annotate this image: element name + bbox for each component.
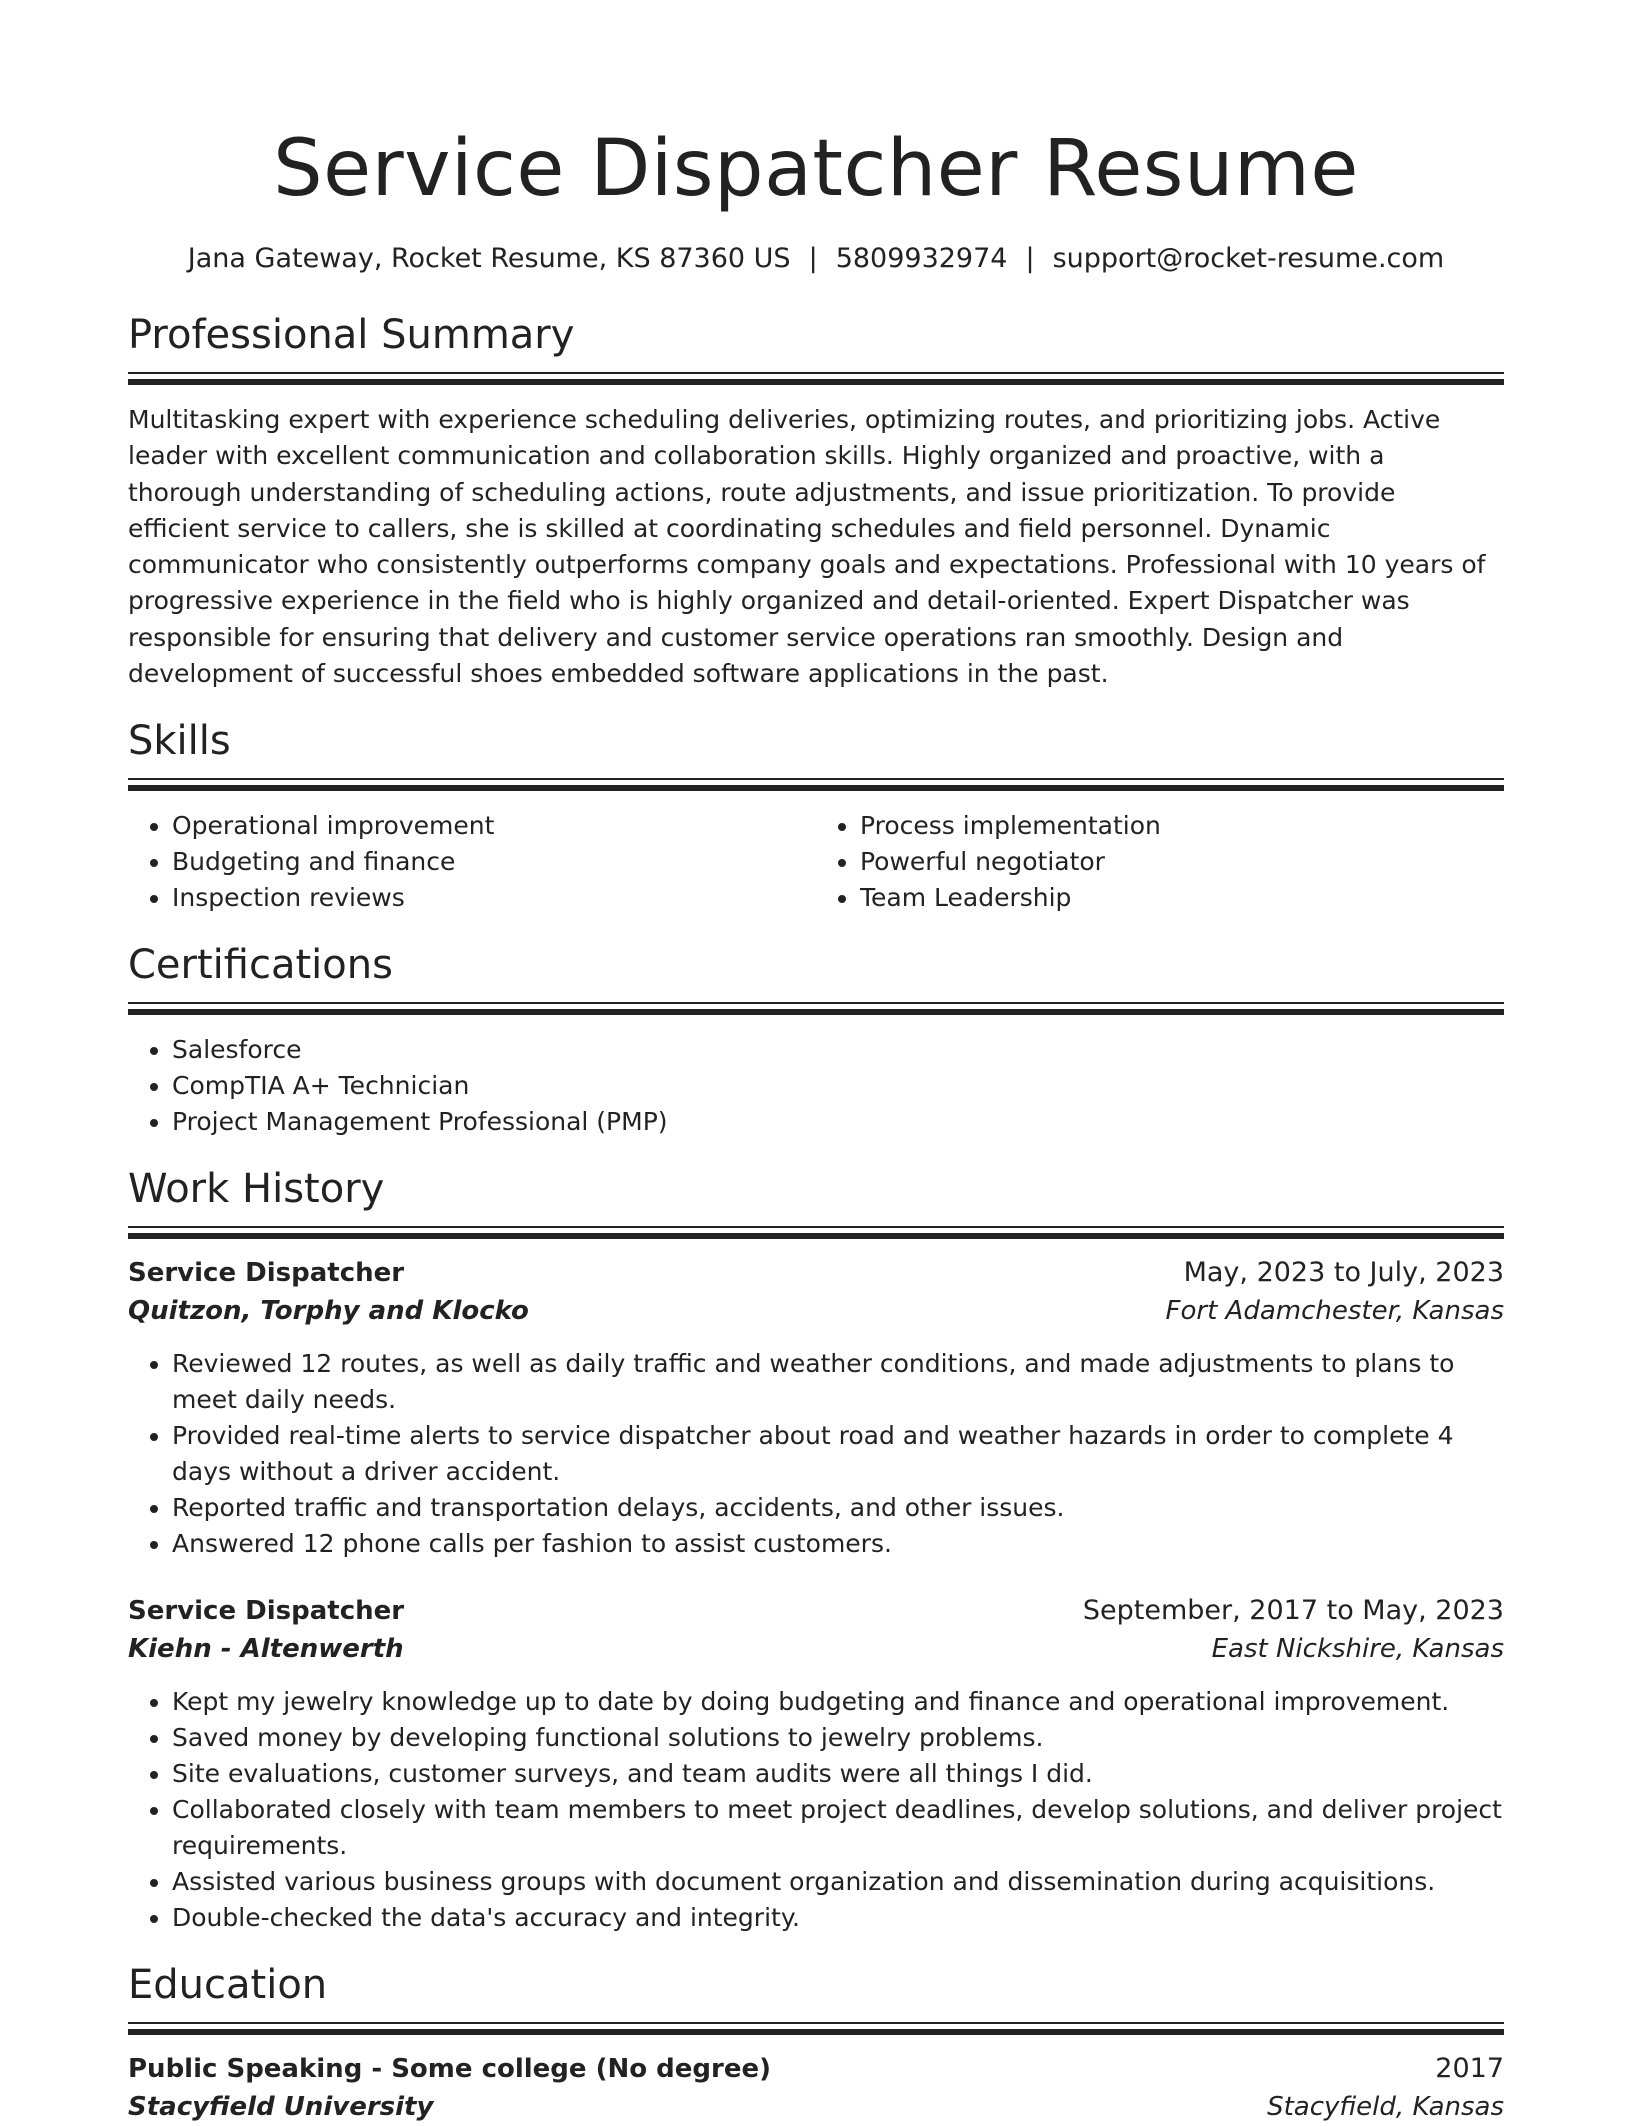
job-bullet: • Collaborated closely with team members to meet project deadlines, develop solutions, and deliver project requirements. xyxy=(172,1792,1504,1864)
section-divider xyxy=(128,1226,1504,1240)
job-title: Service Dispatcher xyxy=(128,1596,405,1627)
education-section xyxy=(128,1960,1504,2126)
job-dates: September, 2017 to May, 2023 xyxy=(1082,1595,1504,1627)
skill-item: • Process implementation xyxy=(860,808,1504,844)
skills-left-list xyxy=(128,808,816,916)
certifications-section xyxy=(128,940,1504,1140)
job-title: Service Dispatcher xyxy=(128,1258,405,1289)
job-bullet: • Saved money by developing functional solutions to jewelry problems. xyxy=(172,1720,1504,1756)
summary-section xyxy=(128,310,1504,692)
work-history-section xyxy=(128,1164,1504,1936)
certification-item: • Project Management Professional (PMP) xyxy=(172,1104,1504,1140)
job-bullet: • Site evaluations, customer surveys, and team audits were all things I did. xyxy=(172,1756,1504,1792)
education-heading: Education xyxy=(128,1962,328,2009)
job-header-row xyxy=(128,1592,1504,1630)
section-divider xyxy=(128,1002,1504,1016)
contact-address: Jana Gateway, Rocket Resume, KS 87360 US xyxy=(187,243,791,274)
skills-right-list xyxy=(816,808,1504,916)
education-school: Stacyfield University xyxy=(128,2092,434,2123)
section-divider xyxy=(128,372,1504,386)
education-header-row xyxy=(128,2050,1504,2088)
job-bullet: • Double-checked the data's accuracy and integrity. xyxy=(172,1900,1504,1936)
skills-grid xyxy=(128,808,1504,916)
work-history-heading: Work History xyxy=(128,1166,385,1213)
job-location: Fort Adamchester, Kansas xyxy=(1165,1296,1504,1327)
job-company-row xyxy=(128,1630,1504,1668)
job-bullet: • Reported traffic and transportation delays, accidents, and other issues. xyxy=(172,1490,1504,1526)
job-bullet: • Answered 12 phone calls per fashion to assist customers. xyxy=(172,1526,1504,1562)
section-divider xyxy=(128,2022,1504,2036)
skill-item: • Operational improvement xyxy=(172,808,816,844)
job-location: East Nickshire, Kansas xyxy=(1211,1634,1504,1665)
section-divider xyxy=(128,778,1504,792)
contact-line xyxy=(128,241,1504,277)
resume-title: Service Dispatcher Resume xyxy=(273,124,1359,214)
job-header-row xyxy=(128,1254,1504,1292)
job-entry xyxy=(128,1254,1504,1562)
skill-item: • Budgeting and finance xyxy=(172,844,816,880)
job-dates: May, 2023 to July, 2023 xyxy=(1183,1257,1504,1289)
skill-item: • Powerful negotiator xyxy=(860,844,1504,880)
certification-item: • Salesforce xyxy=(172,1032,1504,1068)
certifications-list xyxy=(128,1032,1504,1140)
education-entry xyxy=(128,2050,1504,2126)
job-company-row xyxy=(128,1292,1504,1330)
contact-phone: 5809932974 xyxy=(835,243,1008,274)
job-bullets xyxy=(128,1346,1504,1562)
education-location: Stacyfield, Kansas xyxy=(1267,2092,1504,2123)
education-year: 2017 xyxy=(1435,2053,1504,2085)
job-entry xyxy=(128,1592,1504,1936)
skills-heading: Skills xyxy=(128,718,231,765)
summary-heading: Professional Summary xyxy=(128,312,575,358)
contact-separator: | xyxy=(1025,243,1035,274)
job-bullet: • Provided real-time alerts to service dispatcher about road and weather hazards in order to complete 4 days without a driver accident. xyxy=(172,1418,1504,1490)
job-bullet: • Assisted various business groups with document organization and dissemination during acquisitions. xyxy=(172,1864,1504,1900)
contact-email: support@rocket-resume.com xyxy=(1052,243,1445,274)
skill-item: • Team Leadership xyxy=(860,880,1504,916)
skills-section xyxy=(128,716,1504,916)
certification-item: • CompTIA A+ Technician xyxy=(172,1068,1504,1104)
certifications-heading: Certifications xyxy=(128,942,393,989)
summary-text: Multitasking expert with experience scheduling deliveries, optimizing routes, and prioritizing jobs. Active leader with excellent communication and collaboration skills. Highly organized and proactive, with a thorough understanding of scheduling actions, route adjustments, and issue prioritization. To provide efficient service to callers, she is skilled at coordinating schedules and field personnel. Dynamic communicator who consistently outperforms company goals and expectations. Professional with 10 years of progressive experience in the field who is highly organized and detail-oriented. Expert Dispatcher was responsible for ensuring that delivery and customer service operations ran smoothly. Design and development of successful shoes embedded software applications in the past. xyxy=(128,405,1486,689)
job-bullet: • Reviewed 12 routes, as well as daily traffic and weather conditions, and made adjustments to plans to meet daily needs. xyxy=(172,1346,1504,1418)
job-bullets xyxy=(128,1684,1504,1936)
contact-separator: | xyxy=(808,243,818,274)
skill-item: • Inspection reviews xyxy=(172,880,816,916)
job-company: Quitzon, Torphy and Klocko xyxy=(128,1296,529,1327)
job-company: Kiehn - Altenwerth xyxy=(128,1634,404,1665)
education-degree: Public Speaking - Some college (No degree) xyxy=(128,2054,771,2085)
education-school-row xyxy=(128,2088,1504,2126)
job-bullet: • Kept my jewelry knowledge up to date by doing budgeting and finance and operational improvement. xyxy=(172,1684,1504,1720)
